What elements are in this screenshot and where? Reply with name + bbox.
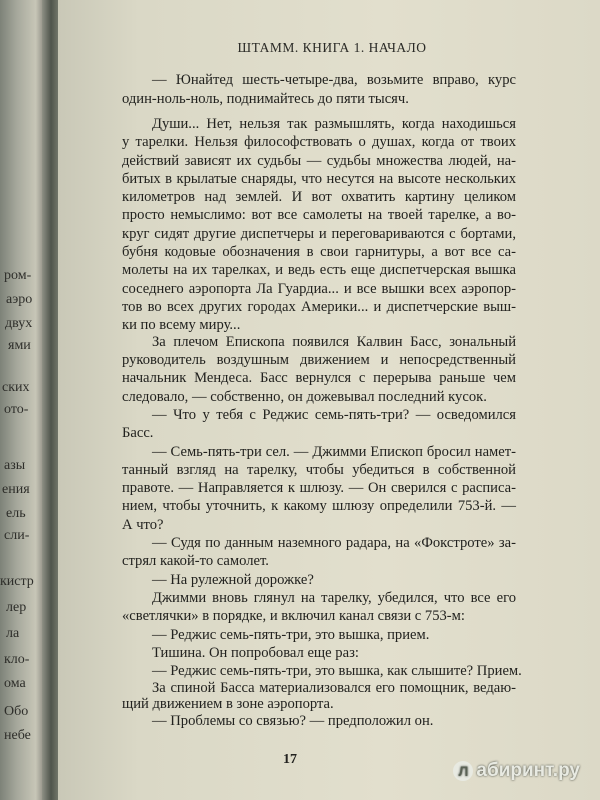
text-line: у тарелки. Нельзя философствовать о душах, когда от твоих — [122, 134, 516, 150]
text-line: За спиной Басса материализовался его помощник, ведаю- — [152, 680, 516, 696]
text-line: А что? — [122, 517, 164, 533]
text-line: следовало, — собственно, он дожевывал последний кусок. — [122, 389, 487, 405]
text-line: За плечом Епископа появился Калвин Басс, зональный — [152, 334, 516, 350]
text-line: один-ноль-ноль, поднимайтесь до пяти тысяч. — [122, 91, 409, 107]
text-line: стрял какой-то самолет. — [122, 553, 269, 569]
left-page-text: аэро — [6, 292, 33, 307]
left-page-text: лер — [6, 600, 27, 615]
left-page-text: ями — [8, 338, 31, 353]
watermark — [453, 760, 580, 782]
text-line: круг сидят другие диспетчеры и переговариваются с бортами, — [122, 226, 516, 242]
text-line: километров над землей. И вот охватить картину целиком — [122, 189, 516, 205]
text-line: танный взгляд на тарелку, чтобы убедиться в собственной — [122, 462, 516, 478]
text-line: — Юнайтед шесть-четыре-два, возьмите вправо, курс — [152, 72, 516, 88]
text-line: просто немыслимо: вот все самолеты на твоей тарелке, а во- — [122, 207, 516, 223]
text-line: — Реджис семь-пять-три, это вышка, как слышите? Прием. — [152, 663, 522, 679]
left-page-text: ром- — [4, 268, 32, 283]
text-line: щий движением в зоне аэропорта. — [122, 696, 334, 712]
text-line: — На рулежной дорожке? — [152, 572, 314, 588]
text-line: тов во всех других городах Америки... и диспетчерские выш- — [122, 299, 516, 315]
text-line: — Семь-пять-три сел. — Джимми Епископ бросил намет- — [152, 444, 516, 460]
text-line: «светлячки» в порядке, и включил канал связи с 753-м: — [122, 608, 465, 624]
left-page-edge — [0, 0, 42, 800]
text-line: нием, чтобы уточнить, к какому шлюзу определили 753-й. — — [122, 498, 516, 514]
left-page-text: небе — [4, 728, 31, 743]
left-page-text: ла — [6, 626, 20, 641]
text-line: — Что у тебя с Реджис семь-пять-три? — осведомился — [152, 407, 516, 423]
page-number: 17 — [283, 752, 297, 767]
left-page-text: ения — [2, 482, 30, 497]
text-line: — Судя по данным наземного радара, на «Фокстроте» за- — [152, 535, 516, 551]
left-page-text: Обо — [4, 704, 29, 719]
text-line: начальник Мендеса. Басс вернулся с перерыва раньше чем — [122, 370, 516, 386]
labirint-logo-icon: Л — [453, 761, 473, 781]
left-page-text: кистр — [0, 574, 34, 589]
text-line: бубня кодовые обозначения в свои гарнитуры, а вот все са- — [122, 244, 516, 260]
left-page-text: двух — [5, 316, 33, 331]
left-page-text: ома — [4, 676, 26, 691]
text-line: Басс. — [122, 425, 154, 441]
text-line: руководитель воздушным движением и непосредственный — [122, 352, 516, 368]
text-line: ки по всему миру... — [122, 317, 241, 333]
text-line: — Проблемы со связью? — предположил он. — [152, 713, 434, 729]
text-line: соседнего аэропорта Ла Гуардиа... и все вышки всех аэропор- — [122, 281, 516, 297]
text-line: Джимми вновь глянул на тарелку, убедился, что все его — [152, 590, 516, 606]
left-page-text: ских — [2, 380, 30, 395]
text-line: молеты на их тарелках, и ведь есть еще диспетчерская вышка — [122, 262, 516, 278]
running-header: ШТАММ. КНИГА 1. НАЧАЛО — [237, 40, 427, 55]
text-line: действий зависят их судьбы — судьбы множества людей, на- — [122, 153, 516, 169]
text-line: битых в крылатые снаряды, что несутся на высоте нескольких — [122, 171, 516, 187]
left-page-text: сли- — [4, 528, 30, 543]
left-page-text: ель — [6, 506, 26, 521]
text-line: правоте. — Направляется к шлюзу. — Он сверился с расписа- — [122, 480, 516, 496]
text-line: Тишина. Он попробовал еще раз: — [152, 645, 359, 661]
left-page-text: ото- — [4, 402, 29, 417]
left-page-text: кло- — [4, 652, 30, 667]
text-line: Души... Нет, нельзя так размышлять, когда находишься — [152, 116, 516, 132]
watermark-text: абиринт.ру — [476, 760, 580, 781]
text-line: — Реджис семь-пять-три, это вышка, прием. — [152, 627, 430, 643]
left-page-text: азы — [4, 458, 26, 473]
